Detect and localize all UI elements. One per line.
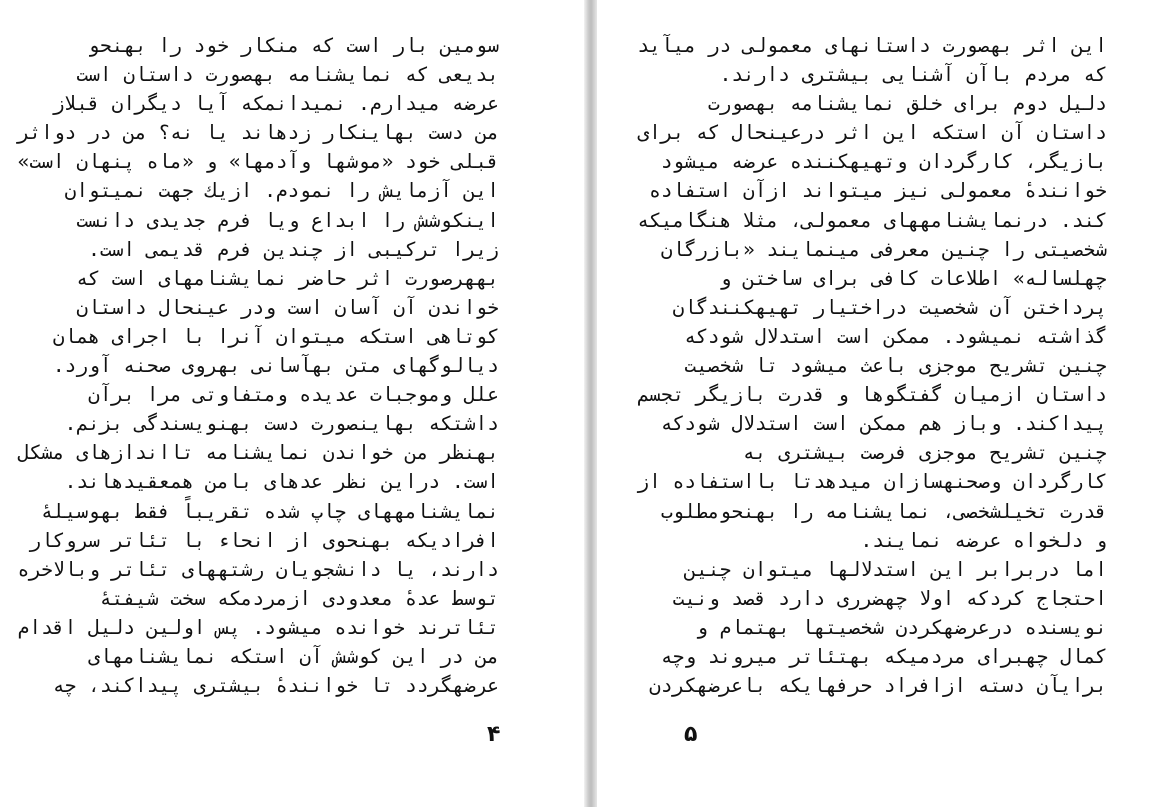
- right-page-text-line: قدرت تخیلشخصی، نمایشنامه را بهنحومطلوب: [660, 499, 1107, 523]
- left-page-text-line: عرضه میدارم. نمیدانمکه آیا دیگران قبلاز: [52, 92, 499, 116]
- left-page-text-line: بههرصورت اثر حاضر نمایشنامهای است که: [76, 266, 499, 290]
- right-page-text-line: که مردم باآن آشنایی بیشتری دارند.: [719, 63, 1107, 87]
- left-page-text-line: افرادیکه بهنحوی از انحاء با تئاتر سروکار: [29, 528, 499, 552]
- right-page-text-line: این اثر بهصورت داستانهای معمولی در میآید: [637, 34, 1107, 57]
- right-page-text-line: داستان آن استکه این اثر درعینحال که برای: [637, 121, 1107, 145]
- left-page-text-line: خواندن آن آسان است ودر عینحال داستان: [76, 295, 499, 319]
- right-page-text-line: چهلساله» اطلاعات کافی برای ساختن و: [719, 266, 1107, 290]
- left-page-text-line: اینکوشش را ابداع ویا فرم جدیدی دانست: [76, 208, 499, 232]
- right-page-text-line: کند. درنمایشنامههای معمولی، مثلا هنگامیکه: [637, 208, 1107, 232]
- right-page-text: [637, 31, 1107, 700]
- right-page-text-line: کمال چهبرای مردمیکه بهتئاتر میروند وچه: [660, 644, 1107, 668]
- left-page-text-line: بهنظر من خواندن نمایشنامه تااندازهای مشکل: [17, 441, 499, 465]
- right-page-text-line: پرداختن آن شخصیت دراختیار تهیهکنندگان: [672, 295, 1107, 319]
- right-page-text-line: پیداکند. وباز هم ممکن است استدلال شودکه: [660, 412, 1107, 436]
- right-page-text-line: خوانندهٔ معمولی نیز میتواند ازآن استفاده: [649, 179, 1107, 203]
- book-gutter: [584, 0, 597, 807]
- left-page-text-line: زیرا ترکیبی از چندین فرم قدیمی است.: [88, 237, 499, 261]
- left-page-text: [17, 31, 499, 700]
- right-page-text-line: بازیگر، کارگردان وتهیهکننده عرضه میشود: [660, 150, 1107, 174]
- right-page-text-line: اما دربرابر این استدلالها میتوان چنین: [684, 557, 1107, 581]
- left-page-text-line: دیالوگهای متن بهآسانی بهروی صحنه آورد.: [52, 354, 499, 378]
- right-page-text-line: احتجاج کردکه اولا چهضرری دارد قصد ونیت: [672, 586, 1107, 610]
- right-page-text-line: نویسنده درعرضهکردن شخصیتها بهتمام و: [696, 615, 1107, 639]
- right-page-text-line: داستان ازمیان گفتگوها و قدرت بازیگر تجسم: [637, 383, 1107, 407]
- right-page-text-line: شخصیتی را چنین معرفی مینمایند «بازرگان: [660, 237, 1107, 261]
- left-page-text-line: سومین بار است که منکار خود را بهنحو: [88, 34, 499, 57]
- right-page-text-line: چنین تشریح موجزی فرصت بیشتری به: [743, 441, 1107, 465]
- left-page-text-line: داشتکه بهاینصورت دست بهنویسندگی بزنم.: [64, 412, 499, 436]
- right-page-text-line: و دلخواه عرضه نمایند.: [860, 528, 1107, 552]
- left-page-text-line: است. دراین نظر عدهای بامن همعقیدهاند.: [64, 470, 499, 494]
- left-page-text-line: توسط عدهٔ معدودی ازمردمکه سخت شیفتهٔ: [99, 586, 499, 610]
- left-page-text-line: قبلی خود «موشها وآدمها» و «ماه پنهان است»: [17, 150, 499, 174]
- right-page-text-line: برایآن دسته ازافراد حرفهایکه باعرضهکردن: [649, 674, 1107, 698]
- right-page-text-line: دلیل دوم برای خلق نمایشنامه بهصورت: [707, 92, 1107, 116]
- page-number-right: ۵: [684, 722, 698, 747]
- left-page-text-line: دارند، یا دانشجویان رشتههای تئاتر وبالاخره: [17, 557, 499, 581]
- page-number-left: ۴: [487, 722, 501, 747]
- left-page-text-line: این آزمایش را نمودم. ازیك جهت نمیتوان: [64, 179, 499, 203]
- left-page-text-line: نمایشنامههای چاپ شده تقریباً فقط بهوسیلهٔ: [41, 499, 499, 523]
- left-page-text-line: علل وموجبات عدیده ومتفاوتی مرا برآن: [88, 383, 499, 407]
- left-page-text-line: من در این کوشش آن استکه نمایشنامهای: [88, 644, 499, 668]
- left-page-text-line: عرضهگردد تا خوانندهٔ بیشتری پیداکند، چه: [52, 674, 499, 698]
- right-page-text-line: گذاشته نمیشود. ممکن است استدلال شودکه: [684, 324, 1107, 348]
- left-page-text-line: بدیعی که نمایشنامه بهصورت داستان است: [76, 63, 499, 87]
- right-page-text-line: چنین تشریح موجزی باعث میشود تا شخصیت: [684, 354, 1107, 378]
- left-page-text-line: تئاترند خوانده میشود. پس اولین دلیل اقدام: [17, 615, 499, 639]
- left-page-text-line: کوتاهی استکه میتوان آنرا با اجرای همان: [52, 324, 499, 348]
- left-page-text-line: من دست بهاینکار زدهاند یا نه؟ من در دواثر: [17, 121, 499, 145]
- right-page-text-line: کارگردان وصحنهسازان میدهدتا بااستفاده از: [637, 470, 1107, 494]
